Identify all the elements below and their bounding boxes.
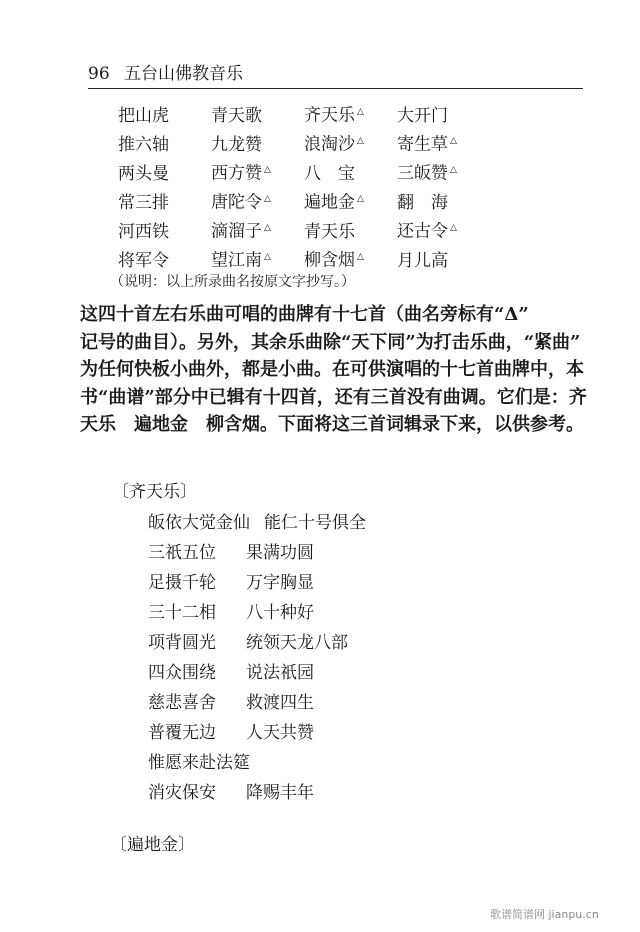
verse-phrase: 皈依大觉金仙: [148, 513, 250, 533]
verse-phrase: 消灾保安: [148, 783, 216, 803]
verse-line: [148, 568, 528, 598]
tune-name: 翻 海: [397, 192, 448, 213]
singable-mark-icon: △: [450, 136, 457, 146]
singable-mark-icon: △: [450, 165, 457, 175]
verse-phrase: 能仁十号俱全: [264, 513, 366, 533]
singable-mark-icon: △: [357, 252, 364, 262]
section-title-bian-di-jin: 〔遍地金〕: [110, 835, 195, 855]
verse-phrase: 人天共赞: [246, 723, 314, 743]
tune-name: 遍地金 △: [304, 192, 364, 213]
verse-phrase: 慈悲喜舍: [148, 693, 216, 713]
verse-phrase: 三十二相: [148, 603, 216, 623]
tune-name: 常三排: [118, 192, 169, 213]
tune-name: 望江南 △: [211, 250, 271, 271]
verse-line: [148, 718, 528, 748]
singable-mark-icon: △: [357, 194, 364, 204]
tune-name: 齐天乐 △: [304, 105, 364, 126]
tune-grid-row: [118, 98, 538, 127]
body-paragraph: [80, 301, 590, 439]
paragraph-line: 这四十首左右乐曲可唱的曲牌有十七首（曲名旁标有“Δ”: [80, 304, 529, 325]
tune-grid-row: [118, 214, 538, 243]
singable-mark-icon: △: [264, 223, 271, 233]
verse-line: [148, 778, 528, 808]
verse-phrase: 降赐丰年: [246, 783, 314, 803]
tune-grid-row: [118, 156, 538, 185]
page-number: 96: [88, 64, 110, 84]
verse-line: [148, 598, 528, 628]
tune-name: 青天乐: [304, 221, 355, 242]
tune-name: 浪淘沙 △: [304, 134, 364, 155]
tune-name: 滴溜子 △: [211, 221, 271, 242]
singable-mark-icon: △: [264, 252, 271, 262]
verse-phrase: 四众围绕: [148, 663, 216, 683]
paragraph-line: 天乐 遍地金 柳含烟。下面将这三首词辑录下来，以供参考。: [80, 414, 584, 435]
book-title: 五台山佛教音乐: [124, 64, 243, 84]
tune-name: 西方赞 △: [211, 163, 271, 184]
verse-line: [148, 688, 528, 718]
singable-mark-icon: △: [357, 136, 364, 146]
tune-name-grid: [118, 98, 538, 272]
verse-phrase: 足摄千轮: [148, 573, 216, 593]
verse-line: [148, 508, 528, 538]
paragraph-line: 记号的曲目）。另外，其余乐曲除“天下同”为打击乐曲，“紧曲”: [80, 331, 581, 353]
note-text: （说明：以上所录曲名按原文字抄写。）: [110, 274, 355, 290]
verse-phrase: 项背圆光: [148, 633, 216, 653]
singable-mark-icon: △: [450, 223, 457, 233]
tune-grid-row: [118, 243, 538, 272]
verse-phrase: 万字胸显: [246, 573, 314, 593]
page-header: [88, 60, 583, 89]
paragraph-line: 书“曲谱”部分中已辑有十四首，还有三首没有曲调。它们是：齐: [80, 386, 587, 408]
verse-line: [148, 748, 528, 778]
tune-name: 河西铁: [118, 221, 169, 242]
verse-phrase: 说法祇园: [246, 663, 314, 683]
verse-line: [148, 538, 528, 568]
singable-mark-icon: △: [264, 165, 271, 175]
verse-phrase: 三祇五位: [148, 543, 216, 563]
tune-name: 青天歌: [211, 105, 262, 126]
site-watermark: 歌谱简谱网 jianpu.cn: [490, 908, 599, 921]
tune-name: 大开门: [397, 105, 448, 126]
verse-phrase: 统领天龙八部: [246, 633, 348, 653]
tune-grid-row: [118, 127, 538, 156]
verse-phrase: 果满功圆: [246, 543, 314, 563]
tune-name: 九龙赞: [211, 134, 262, 155]
verse-qi-tian-le: [148, 508, 528, 808]
tune-name: 三皈赞 △: [397, 163, 457, 184]
tune-name: 推六轴: [118, 134, 169, 155]
tune-name: 将军令: [118, 250, 169, 271]
verse-line: [148, 658, 528, 688]
verse-phrase: 惟愿来赴法筵: [148, 753, 250, 773]
singable-mark-icon: △: [264, 194, 271, 204]
verse-line: [148, 628, 528, 658]
tune-name: 寄生草 △: [397, 134, 457, 155]
tune-name: 月儿高: [397, 250, 448, 271]
tune-name: 八 宝: [304, 163, 355, 184]
tune-name: 唐陀令 △: [211, 192, 271, 213]
tune-name: 柳含烟 △: [304, 250, 364, 271]
paragraph-line: 为任何快板小曲外，都是小曲。在可供演唱的十七首曲牌中，本: [80, 359, 584, 380]
verse-phrase: 八十种好: [246, 603, 314, 623]
verse-phrase: 救渡四生: [246, 693, 314, 713]
tune-grid-row: [118, 185, 538, 214]
tune-name: 把山虎: [118, 105, 169, 126]
tune-name: 还古令 △: [397, 221, 457, 242]
verse-phrase: 普覆无边: [148, 723, 216, 743]
singable-mark-icon: △: [357, 107, 364, 117]
section-title-qi-tian-le: 〔齐天乐〕: [112, 482, 197, 502]
tune-name: 两头曼: [118, 163, 169, 184]
